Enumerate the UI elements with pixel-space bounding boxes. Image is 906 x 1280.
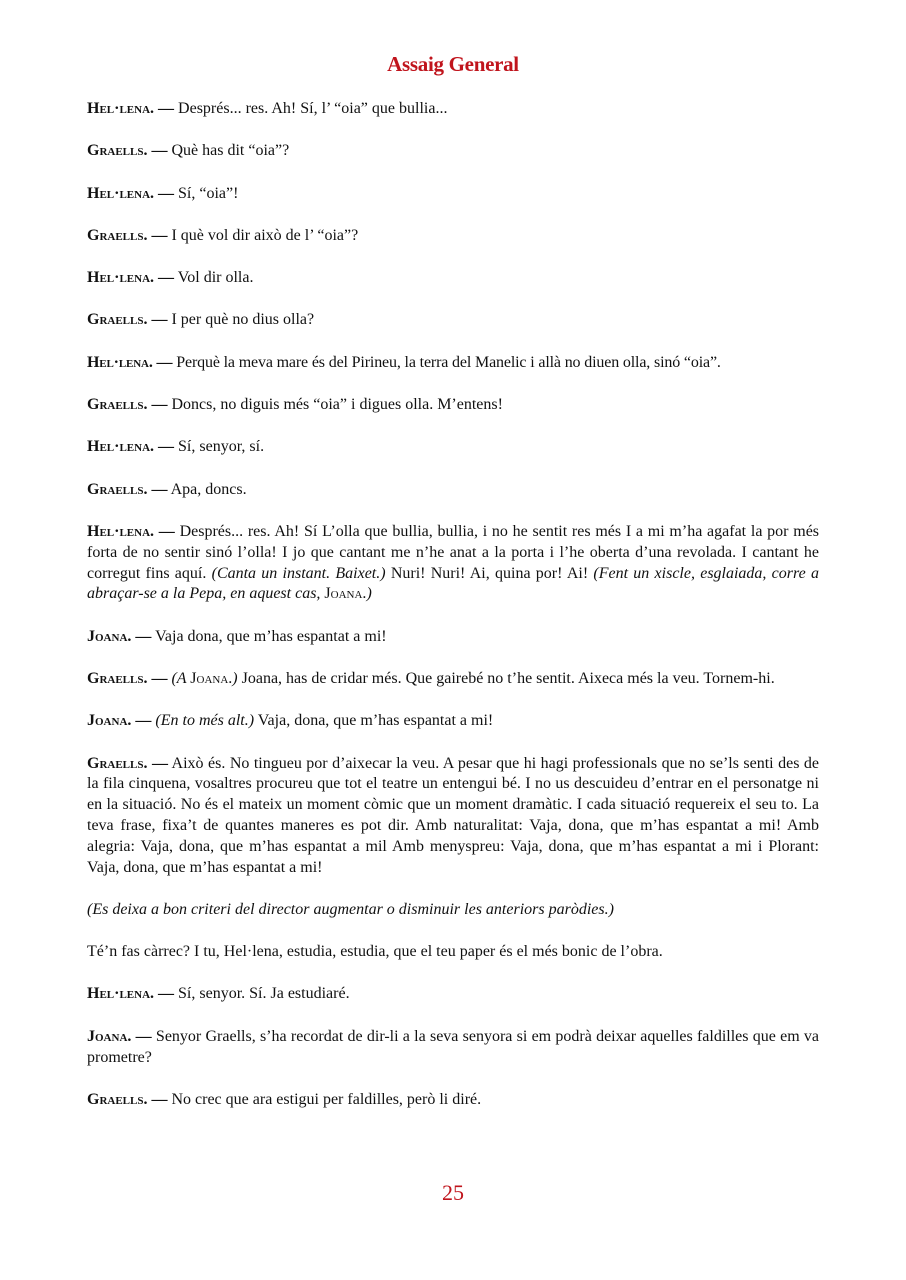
dialogue-line	[87, 395, 819, 416]
page-number: 25	[442, 1180, 464, 1205]
line-text: Sí, senyor, sí.	[178, 438, 265, 456]
dialogue-dash: —	[158, 522, 175, 540]
stage-direction: (En to més alt.)	[155, 712, 255, 730]
speaker-name: Hel·lena.	[87, 353, 153, 371]
dialogue-dash: —	[158, 269, 175, 287]
dialogue-dash: —	[151, 754, 168, 772]
script-text	[87, 99, 819, 1132]
dialogue-dash: —	[151, 142, 168, 160]
line-text: Doncs, no diguis més “oia” i digues olla. M’entens!	[171, 396, 503, 414]
dialogue-line	[87, 480, 819, 501]
line-text: Perquè la meva mare és del Pirineu, la terra del Manelic i allà no diuen olla, sinó “oia”.	[176, 353, 721, 371]
dialogue-dash: —	[156, 353, 173, 371]
dialogue-dash: —	[158, 184, 175, 202]
speaker-name: Hel·lena.	[87, 522, 155, 540]
line-text: Això és. No tingueu por d’aixecar la veu. A pesar que hi hagi professionals que no se’ls senti des de la fila cinquena, vosaltres procureu que tot el teatre un entengui bé. I no us descuideu d’entrar en el personatge ni en la situació. No és el mateix un moment còmic que un moment dramàtic. I cada situació requereix el seu to. La teva frase, fixa’t de quantes maneres es pot dir. Amb naturalitat: Vaja, dona, que m’has espantat a mi! Amb alegria: Vaja, dona, que m’has espantat a mil Amb menyspreu: Vaja, dona, que m’has espantat a mi i Plorant: Vaja, dona, que m’has espantat a mi!	[87, 754, 820, 876]
dialogue-line	[87, 226, 819, 247]
dialogue-dash: —	[151, 480, 168, 498]
dialogue-dash: —	[158, 100, 175, 117]
speaker-name: Graells.	[87, 396, 148, 414]
stage-direction: (Canta un instant. Baixet.)	[211, 564, 386, 582]
line-text: Joana, has de cridar més. Que gairebé no t’he sentit. Aixeca més la veu. Tornem-hi.	[241, 669, 775, 687]
line-text: Senyor Graells, s’ha recordat de dir-li a la seva senyora si em podrà deixar aquelles faldilles que em va prometre?	[87, 1027, 820, 1066]
dialogue-line	[87, 353, 819, 374]
line-text: Sí, “oia”!	[178, 184, 239, 202]
speaker-name: Graells.	[87, 142, 148, 160]
dialogue-dash: —	[135, 712, 152, 730]
dialogue-line	[87, 437, 819, 458]
stage-direction-character: Joana.	[324, 585, 367, 603]
dialogue-line	[87, 1027, 819, 1069]
plain-paragraph: Té’n fas càrrec? I tu, Hel·lena, estudia, estudia, que el teu paper és el més bonic de l’obra.	[87, 943, 663, 961]
stage-direction-close: )	[366, 585, 372, 603]
dialogue-dash: —	[151, 311, 168, 329]
line-text: Sí, senyor. Sí. Ja estudiaré.	[178, 985, 350, 1003]
dialogue-dash: —	[151, 1090, 168, 1108]
dialogue-dash: —	[151, 396, 168, 414]
dialogue-line	[87, 669, 819, 690]
speaker-name: Joana.	[87, 712, 132, 730]
dialogue-line	[87, 184, 819, 205]
line-text: Vaja, dona, que m’has espantat a mi!	[257, 712, 494, 730]
dialogue-line	[87, 984, 819, 1005]
speaker-name: Graells.	[87, 311, 148, 329]
speaker-name: Hel·lena.	[87, 269, 155, 287]
line-text: I per què no dius olla?	[171, 311, 315, 329]
speaker-name: Hel·lena.	[87, 438, 155, 456]
dialogue-dash: —	[158, 985, 175, 1003]
speaker-name: Hel·lena.	[87, 100, 155, 117]
dialogue-dash: —	[135, 1027, 152, 1045]
line-text: Després... res. Ah! Sí L’olla que bullia, bullia, i no he sentit res més I a mi m’ha agafat la por més forta de no sentir sinó l’olla! I jo que cantant me n’he anat a la porta i l’he oberta d’una revolada. I cantant he corregut fins aquí.	[87, 522, 820, 582]
speaker-name: Graells.	[87, 480, 148, 498]
stage-direction-text: (A	[171, 669, 187, 687]
speaker-name: Graells.	[87, 669, 148, 687]
speaker-name: Joana.	[87, 627, 132, 645]
speaker-name: Hel·lena.	[87, 184, 155, 202]
speaker-name: Joana.	[87, 1027, 132, 1045]
line-text: Apa, doncs.	[170, 480, 247, 498]
speaker-name: Hel·lena.	[87, 985, 155, 1003]
dialogue-dash: —	[151, 669, 168, 687]
stage-direction-close: )	[232, 669, 238, 687]
dialogue-line	[87, 711, 819, 732]
dialogue-line	[87, 627, 819, 648]
line-text: Nuri! Nuri! Ai, quina por! Ai!	[390, 564, 589, 582]
line-text: No crec que ara estigui per faldilles, però li diré.	[171, 1090, 482, 1108]
dialogue-line	[87, 99, 819, 120]
dialogue-dash: —	[151, 226, 168, 244]
page-title: Assaig General	[387, 52, 519, 76]
line-text: Vaja dona, que m’has espantat a mi!	[155, 627, 387, 645]
line-text: Què has dit “oia”?	[171, 142, 290, 160]
stage-direction-character: Joana.	[190, 669, 233, 687]
dialogue-line	[87, 268, 819, 289]
dialogue-dash: —	[158, 438, 175, 456]
stage-direction-text: (Fent un xiscle, esglaiada, corre a abraçar-se a la Pepa, en aquest cas,	[87, 564, 819, 603]
dialogue-line	[87, 310, 819, 331]
dialogue-line	[87, 522, 819, 605]
line-text: Després... res. Ah! Sí, l’ “oia” que bullia...	[178, 100, 448, 117]
dialogue-dash: —	[135, 627, 152, 645]
dialogue-line	[87, 754, 819, 879]
line-text: Vol dir olla.	[177, 269, 254, 287]
dialogue-line	[87, 1090, 819, 1111]
speaker-name: Graells.	[87, 754, 148, 772]
stage-direction-paragraph: (Es deixa a bon criteri del director augmentar o disminuir les anteriors paròdies.)	[87, 900, 614, 918]
speaker-name: Graells.	[87, 226, 148, 244]
line-text: I què vol dir això de l’ “oia”?	[171, 226, 359, 244]
speaker-name: Graells.	[87, 1090, 148, 1108]
stage-direction	[171, 670, 237, 687]
dialogue-line	[87, 141, 819, 162]
